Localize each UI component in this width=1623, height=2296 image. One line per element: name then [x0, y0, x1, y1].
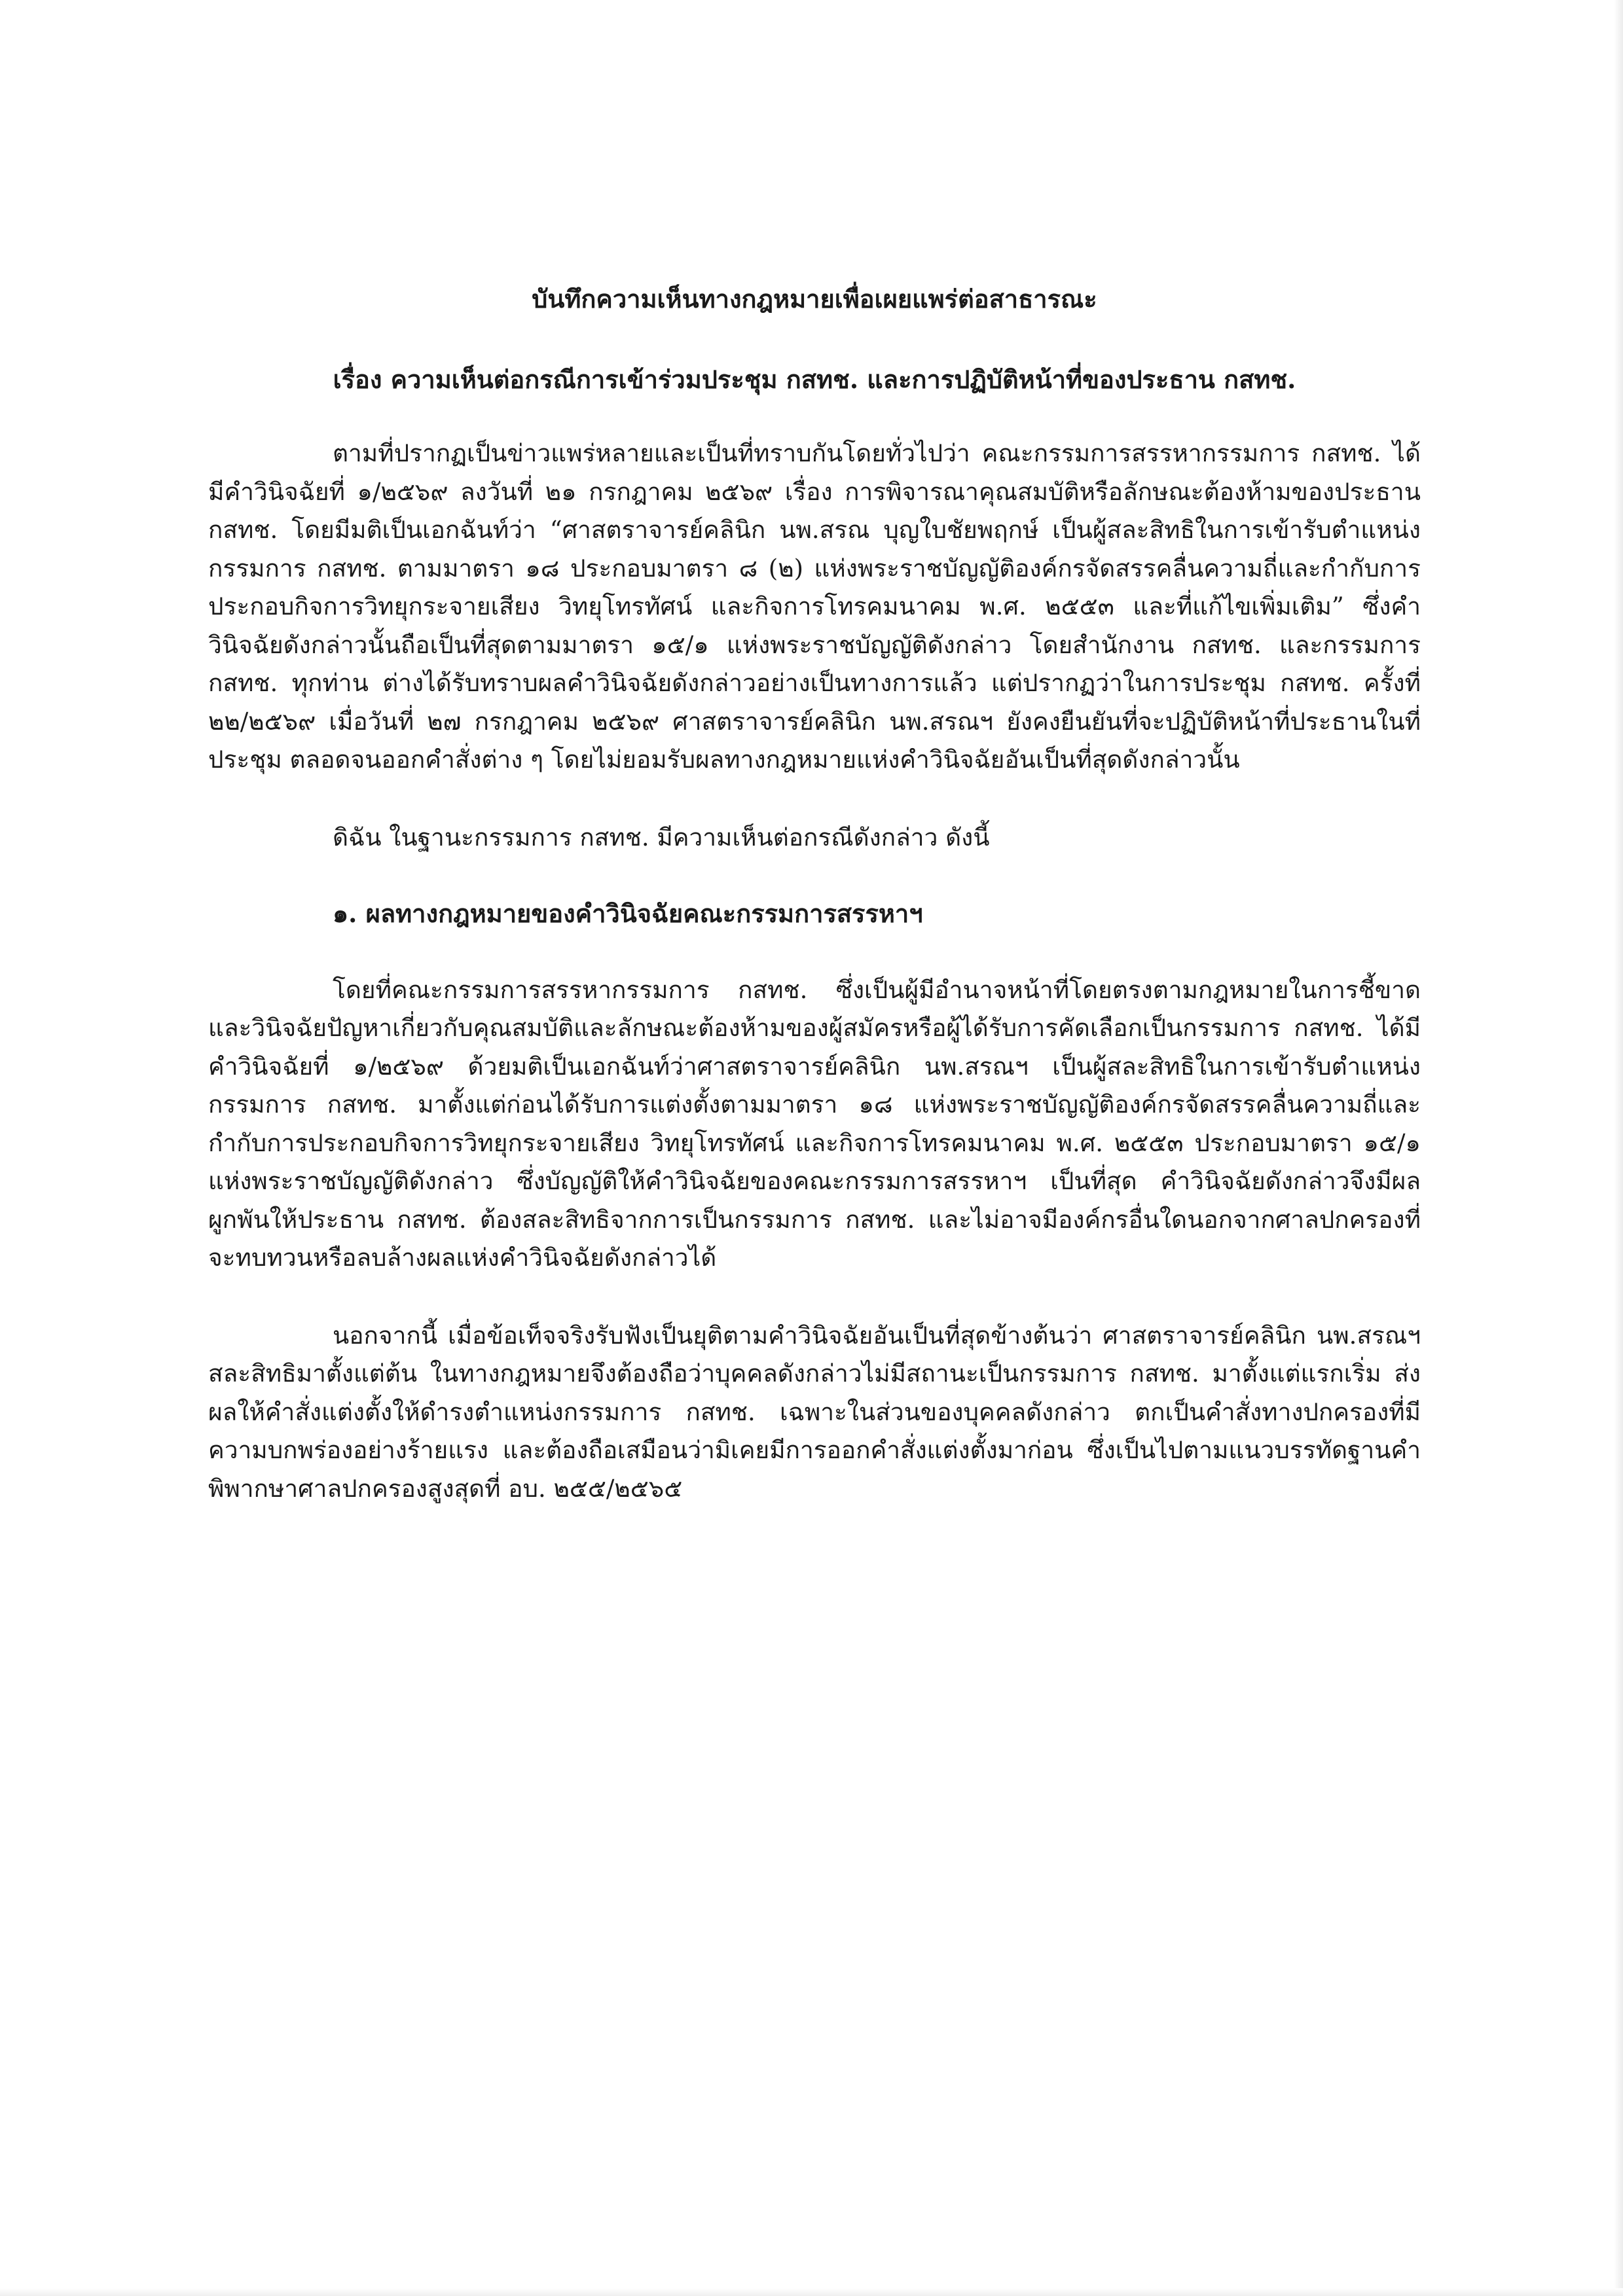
- document-page: [208, 281, 1421, 1547]
- document-title: บันทึกความเห็นทางกฎหมายเพื่อเผยแพร่ต่อสาธารณะ: [532, 284, 1097, 314]
- section-1: [208, 895, 1421, 1508]
- document-subject: เรื่อง ความเห็นต่อกรณีการเข้าร่วมประชุม กสทช. และการปฏิบัติหน้าที่ของประธาน กสทช.: [333, 365, 1296, 395]
- paragraph-background: ตามที่ปรากฏเป็นข่าวแพร่หลายและเป็นที่ทราบกันโดยทั่วไปว่า คณะกรรมการสรรหากรรมการ กสทช. ได้มีคำวินิจฉัยที่ ๑/๒๕๖๙ ลงวันที่ ๒๑ กรกฎาคม ๒๕๖๙ เรื่อง การพิจารณาคุณสมบัติหรือลักษณะต้องห้ามของประธาน กสทช. โดยมีมติเป็นเอกฉันท์ว่า “ศาสตราจารย์คลินิก นพ.สรณ บุญใบชัยพฤกษ์ เป็นผู้สละสิทธิในการเข้ารับตำแหน่งกรรมการ กสทช. ตามมาตรา ๑๘ ประกอบมาตรา ๘ (๒) แห่งพระราชบัญญัติองค์กรจัดสรรคลื่นความถี่และกำกับการประกอบกิจการวิทยุกระจายเสียง วิทยุโทรทัศน์ และกิจการโทรคมนาคม พ.ศ. ๒๕๕๓ และที่แก้ไขเพิ่มเติม” ซึ่งคำวินิจฉัยดังกล่าวนั้นถือเป็นที่สุดตามมาตรา ๑๕/๑ แห่งพระราชบัญญัติดังกล่าว โดยสำนักงาน กสทช. และกรรมการ กสทช. ทุกท่าน ต่างได้รับทราบผลคำวินิจฉัยดังกล่าวอย่างเป็นทางการแล้ว แต่ปรากฏว่าในการประชุม กสทช. ครั้งที่ ๒๒/๒๕๖๙ เมื่อวันที่ ๒๗ กรกฎาคม ๒๕๖๙ ศาสตราจารย์คลินิก นพ.สรณฯ ยังคงยืนยันที่จะปฏิบัติหน้าที่ประธานในที่ประชุม ตลอดจนออกคำสั่งต่าง ๆ โดยไม่ยอมรับผลทางกฎหมายแห่งคำวินิจฉัยอันเป็นที่สุดดังกล่าวนั้น: [208, 439, 1421, 774]
- section-1-heading: ๑. ผลทางกฎหมายของคำวินิจฉัยคณะกรรมการสรรหาฯ: [333, 899, 923, 929]
- page-edge-shadow-right: [1614, 0, 1623, 2296]
- section-1-paragraph-2: นอกจากนี้ เมื่อข้อเท็จจริงรับฟังเป็นยุติตามคำวินิจฉัยอันเป็นที่สุดข้างต้นว่า ศาสตราจารย์คลินิก นพ.สรณฯ สละสิทธิมาตั้งแต่ต้น ในทางกฎหมายจึงต้องถือว่าบุคคลดังกล่าวไม่มีสถานะเป็นกรรมการ กสทช. มาตั้งแต่แรกเริ่ม ส่งผลให้คำสั่งแต่งตั้งให้ดำรงตำแหน่งกรรมการ กสทช. เฉพาะในส่วนของบุคคลดังกล่าว ตกเป็นคำสั่งทางปกครองที่มีความบกพร่องอย่างร้ายแรง และต้องถือเสมือนว่ามิเคยมีการออกคำสั่งแต่งตั้งมาก่อน ซึ่งเป็นไปตามแนวบรรทัดฐานคำพิพากษาศาลปกครองสูงสุดที่ อบ. ๒๕๕/๒๕๖๕: [208, 1321, 1421, 1503]
- paragraph-opinion-intro: ดิฉัน ในฐานะกรรมการ กสทช. มีความเห็นต่อกรณีดังกล่าว ดังนี้: [333, 823, 990, 852]
- page-edge-shadow-bottom: [0, 2288, 1623, 2296]
- section-1-paragraph-1: โดยที่คณะกรรมการสรรหากรรมการ กสทช. ซึ่งเป็นผู้มีอำนาจหน้าที่โดยตรงตามกฎหมายในการชี้ขาดและวินิจฉัยปัญหาเกี่ยวกับคุณสมบัติและลักษณะต้องห้ามของผู้สมัครหรือผู้ได้รับการคัดเลือกเป็นกรรมการ กสทช. ได้มีคำวินิจฉัยที่ ๑/๒๕๖๙ ด้วยมติเป็นเอกฉันท์ว่าศาสตราจารย์คลินิก นพ.สรณฯ เป็นผู้สละสิทธิในการเข้ารับตำแหน่งกรรมการ กสทช. มาตั้งแต่ก่อนได้รับการแต่งตั้งตามมาตรา ๑๘ แห่งพระราชบัญญัติองค์กรจัดสรรคลื่นความถี่และกำกับการประกอบกิจการวิทยุกระจายเสียง วิทยุโทรทัศน์ และกิจการโทรคมนาคม พ.ศ. ๒๕๕๓ ประกอบมาตรา ๑๕/๑ แห่งพระราชบัญญัติดังกล่าว ซึ่งบัญญัติให้คำวินิจฉัยของคณะกรรมการสรรหาฯ เป็นที่สุด คำวินิจฉัยดังกล่าวจึงมีผลผูกพันให้ประธาน กสทช. ต้องสละสิทธิจากการเป็นกรรมการ กสทช. และไม่อาจมีองค์กรอื่นใดนอกจากศาลปกครองที่จะทบทวนหรือลบล้างผลแห่งคำวินิจฉัยดังกล่าวได้: [208, 975, 1421, 1272]
